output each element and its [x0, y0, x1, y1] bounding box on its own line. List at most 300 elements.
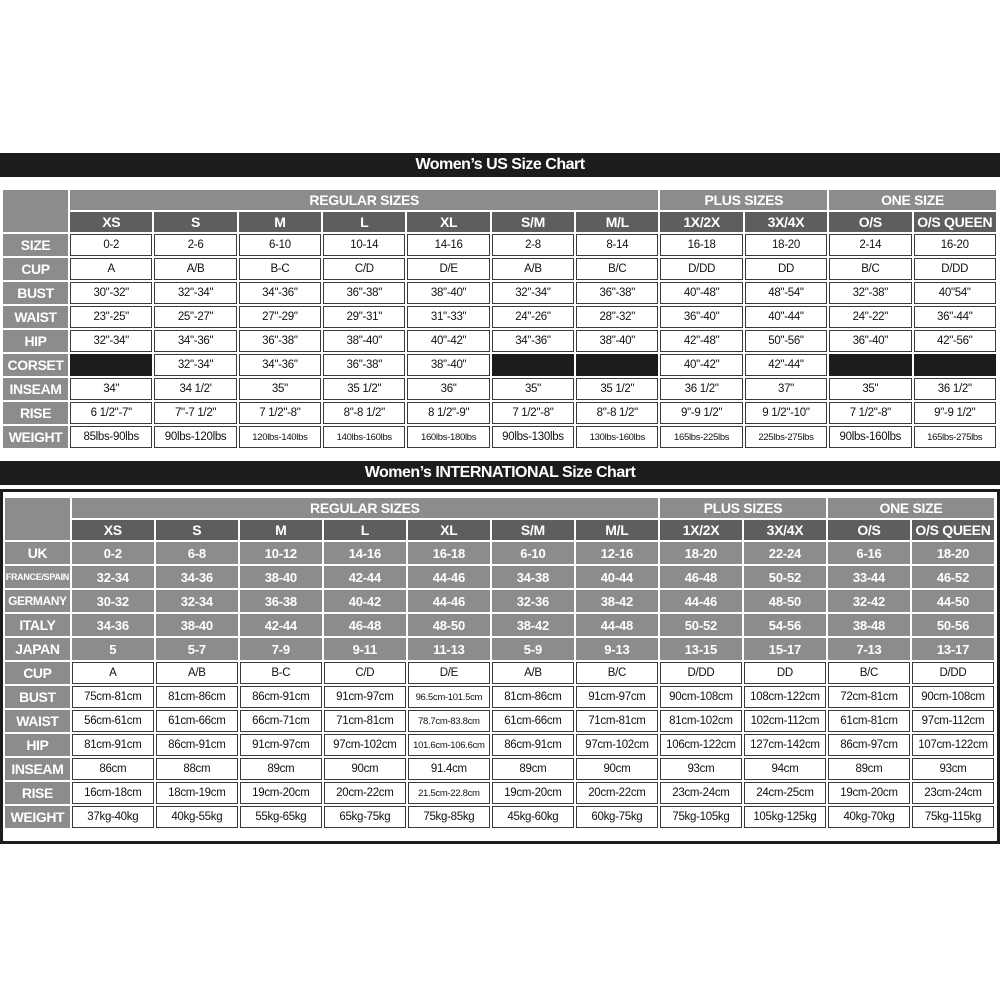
- row-inseam: [3, 378, 996, 400]
- cell-hip-m: 36"-38": [239, 330, 321, 352]
- cell-france-spain-l: 42-44: [324, 566, 406, 588]
- cell-corset-s: 32"-34": [154, 354, 236, 376]
- cell-inseam-m-l: 90cm: [576, 758, 658, 780]
- cell-italy-xs: 34-36: [72, 614, 154, 636]
- row-label-waist: WAIST: [3, 306, 68, 328]
- cell-hip-o-s: 36"-40": [829, 330, 911, 352]
- cell-bust-l: 91cm-97cm: [324, 686, 406, 708]
- cell-italy-s-m: 38-42: [492, 614, 574, 636]
- cell-japan-m: 7-9: [240, 638, 322, 660]
- cell-size-xl: 14-16: [407, 234, 489, 256]
- cell-germany-1x-2x: 44-46: [660, 590, 742, 612]
- cell-bust-o-s: 32"-38": [829, 282, 911, 304]
- cell-uk-o-s: 6-16: [828, 542, 910, 564]
- cell-weight-3x-4x: 225lbs-275lbs: [745, 426, 827, 448]
- group-header-row: [5, 498, 994, 518]
- cell-cup-l: C/D: [324, 662, 406, 684]
- row-label-germany: GERMANY: [5, 590, 70, 612]
- cell-rise-s: 18cm-19cm: [156, 782, 238, 804]
- group-header-row: [3, 190, 996, 210]
- cell-rise-3x-4x: 24cm-25cm: [744, 782, 826, 804]
- cell-inseam-m-l: 35 1/2": [576, 378, 658, 400]
- cell-size-1x-2x: 16-18: [660, 234, 742, 256]
- cell-size-m-l: 8-14: [576, 234, 658, 256]
- cell-bust-o-s-queen: 40"54": [914, 282, 997, 304]
- row-size: [3, 234, 996, 256]
- cell-weight-xs: 85lbs-90lbs: [70, 426, 152, 448]
- cell-cup-3x-4x: DD: [745, 258, 827, 280]
- row-uk: [5, 542, 994, 564]
- cell-hip-m-l: 97cm-102cm: [576, 734, 658, 756]
- cell-hip-xs: 81cm-91cm: [72, 734, 154, 756]
- group-header-plus-sizes: PLUS SIZES: [660, 190, 827, 210]
- row-label-rise: RISE: [5, 782, 70, 804]
- us-chart-title: Women’s US Size Chart: [0, 153, 1000, 177]
- cell-japan-o-s-queen: 13-17: [912, 638, 994, 660]
- cell-germany-m: 36-38: [240, 590, 322, 612]
- cell-inseam-o-s: 35": [829, 378, 911, 400]
- size-header-o-s-queen: O/S QUEEN: [914, 212, 997, 232]
- cell-germany-o-s: 32-42: [828, 590, 910, 612]
- cell-hip-o-s-queen: 42"-56": [914, 330, 997, 352]
- size-header-o-s-queen: O/S QUEEN: [912, 520, 994, 540]
- size-header-m: M: [240, 520, 322, 540]
- cell-bust-s-m: 81cm-86cm: [492, 686, 574, 708]
- cell-bust-s-m: 32"-34": [492, 282, 574, 304]
- cell-waist-3x-4x: 102cm-112cm: [744, 710, 826, 732]
- cell-italy-s: 38-40: [156, 614, 238, 636]
- row-label-weight: WEIGHT: [5, 806, 70, 828]
- cell-hip-l: 38"-40": [323, 330, 405, 352]
- cell-hip-o-s: 86cm-97cm: [828, 734, 910, 756]
- cell-japan-s-m: 5-9: [492, 638, 574, 660]
- cell-inseam-o-s-queen: 93cm: [912, 758, 994, 780]
- row-label-bust: BUST: [3, 282, 68, 304]
- cell-france-spain-s: 34-36: [156, 566, 238, 588]
- size-header-xl: XL: [408, 520, 490, 540]
- cell-cup-xs: A: [72, 662, 154, 684]
- size-header-row: [5, 520, 994, 540]
- cell-bust-s: 32"-34": [154, 282, 236, 304]
- cell-bust-1x-2x: 90cm-108cm: [660, 686, 742, 708]
- cell-rise-o-s-queen: 23cm-24cm: [912, 782, 994, 804]
- cell-germany-3x-4x: 48-50: [744, 590, 826, 612]
- cell-hip-o-s-queen: 107cm-122cm: [912, 734, 994, 756]
- us-size-table: [1, 188, 998, 450]
- row-label-bust: BUST: [5, 686, 70, 708]
- cell-hip-3x-4x: 127cm-142cm: [744, 734, 826, 756]
- size-header-xs: XS: [70, 212, 152, 232]
- cell-waist-s: 25"-27": [154, 306, 236, 328]
- cell-rise-o-s: 19cm-20cm: [828, 782, 910, 804]
- row-france-spain: [5, 566, 994, 588]
- cell-japan-3x-4x: 15-17: [744, 638, 826, 660]
- cell-uk-m: 10-12: [240, 542, 322, 564]
- size-header-s: S: [154, 212, 236, 232]
- cell-waist-s-m: 61cm-66cm: [492, 710, 574, 732]
- row-label-size: SIZE: [3, 234, 68, 256]
- cell-cup-o-s: B/C: [828, 662, 910, 684]
- cell-waist-3x-4x: 40"-44": [745, 306, 827, 328]
- cell-inseam-3x-4x: 37": [745, 378, 827, 400]
- cell-waist-m-l: 71cm-81cm: [576, 710, 658, 732]
- size-header-1x-2x: 1X/2X: [660, 212, 742, 232]
- cell-france-spain-m-l: 40-44: [576, 566, 658, 588]
- cell-rise-m-l: 8"-8 1/2": [576, 402, 658, 424]
- cell-uk-l: 14-16: [324, 542, 406, 564]
- cell-rise-3x-4x: 9 1/2"-10": [745, 402, 827, 424]
- cell-corset-3x-4x: 42"-44": [745, 354, 827, 376]
- cell-weight-m-l: 60kg-75kg: [576, 806, 658, 828]
- cell-uk-3x-4x: 22-24: [744, 542, 826, 564]
- cell-waist-l: 71cm-81cm: [324, 710, 406, 732]
- cell-corset-m: 34"-36": [239, 354, 321, 376]
- size-header-3x-4x: 3X/4X: [745, 212, 827, 232]
- cell-waist-m: 66cm-71cm: [240, 710, 322, 732]
- cell-hip-s-m: 34"-36": [492, 330, 574, 352]
- cell-inseam-s: 34 1/2': [154, 378, 236, 400]
- cell-inseam-1x-2x: 93cm: [660, 758, 742, 780]
- cell-bust-l: 36"-38": [323, 282, 405, 304]
- row-label-waist: WAIST: [5, 710, 70, 732]
- row-bust: [3, 282, 996, 304]
- cell-hip-m: 91cm-97cm: [240, 734, 322, 756]
- cell-inseam-m: 89cm: [240, 758, 322, 780]
- cell-inseam-o-s-queen: 36 1/2": [914, 378, 997, 400]
- cell-italy-1x-2x: 50-52: [660, 614, 742, 636]
- cell-inseam-xs: 86cm: [72, 758, 154, 780]
- cell-italy-m: 42-44: [240, 614, 322, 636]
- cell-germany-xl: 44-46: [408, 590, 490, 612]
- cell-france-spain-xs: 32-34: [72, 566, 154, 588]
- cell-corset-o-s-queen: [914, 354, 997, 376]
- cell-size-l: 10-14: [323, 234, 405, 256]
- size-header-s-m: S/M: [492, 212, 574, 232]
- cell-weight-3x-4x: 105kg-125kg: [744, 806, 826, 828]
- cell-bust-1x-2x: 40"-48": [660, 282, 742, 304]
- cell-corset-xs: [70, 354, 152, 376]
- size-header-m-l: M/L: [576, 212, 658, 232]
- cell-waist-xl: 31"-33": [407, 306, 489, 328]
- cell-cup-3x-4x: DD: [744, 662, 826, 684]
- cell-waist-xs: 56cm-61cm: [72, 710, 154, 732]
- cell-hip-xl: 40"-42": [407, 330, 489, 352]
- row-label-italy: ITALY: [5, 614, 70, 636]
- row-weight: [5, 806, 994, 828]
- cell-japan-m-l: 9-13: [576, 638, 658, 660]
- cell-germany-s-m: 32-36: [492, 590, 574, 612]
- row-label-cup: CUP: [3, 258, 68, 280]
- row-label-weight: WEIGHT: [3, 426, 68, 448]
- cell-waist-1x-2x: 81cm-102cm: [660, 710, 742, 732]
- cell-italy-o-s-queen: 50-56: [912, 614, 994, 636]
- cell-weight-m-l: 130lbs-160lbs: [576, 426, 658, 448]
- row-label-inseam: INSEAM: [5, 758, 70, 780]
- cell-waist-s-m: 24"-26": [492, 306, 574, 328]
- size-header-l: L: [324, 520, 406, 540]
- cell-germany-o-s-queen: 44-50: [912, 590, 994, 612]
- cell-rise-xl: 8 1/2"-9": [407, 402, 489, 424]
- cell-waist-s: 61cm-66cm: [156, 710, 238, 732]
- cell-rise-m: 19cm-20cm: [240, 782, 322, 804]
- cell-cup-l: C/D: [323, 258, 405, 280]
- cell-weight-l: 140lbs-160lbs: [323, 426, 405, 448]
- cell-bust-xl: 96.5cm-101.5cm: [408, 686, 490, 708]
- cell-bust-m-l: 91cm-97cm: [576, 686, 658, 708]
- cell-italy-m-l: 44-48: [576, 614, 658, 636]
- cell-cup-1x-2x: D/DD: [660, 662, 742, 684]
- size-header-l: L: [323, 212, 405, 232]
- row-label-france-spain: FRANCE/SPAIN: [5, 566, 70, 588]
- cell-japan-l: 9-11: [324, 638, 406, 660]
- cell-inseam-1x-2x: 36 1/2": [660, 378, 742, 400]
- cell-cup-1x-2x: D/DD: [660, 258, 742, 280]
- cell-cup-m-l: B/C: [576, 662, 658, 684]
- cell-japan-xs: 5: [72, 638, 154, 660]
- cell-rise-1x-2x: 23cm-24cm: [660, 782, 742, 804]
- row-hip: [5, 734, 994, 756]
- row-hip: [3, 330, 996, 352]
- cell-uk-1x-2x: 18-20: [660, 542, 742, 564]
- cell-bust-xl: 38"-40": [407, 282, 489, 304]
- cell-hip-1x-2x: 106cm-122cm: [660, 734, 742, 756]
- cell-bust-s: 81cm-86cm: [156, 686, 238, 708]
- cell-rise-l: 20cm-22cm: [324, 782, 406, 804]
- cell-france-spain-o-s-queen: 46-52: [912, 566, 994, 588]
- cell-japan-o-s: 7-13: [828, 638, 910, 660]
- cell-weight-xl: 160lbs-180lbs: [407, 426, 489, 448]
- size-header-xl: XL: [407, 212, 489, 232]
- cell-weight-o-s: 40kg-70kg: [828, 806, 910, 828]
- cell-weight-s-m: 45kg-60kg: [492, 806, 574, 828]
- cell-weight-1x-2x: 165lbs-225lbs: [660, 426, 742, 448]
- row-label-inseam: INSEAM: [3, 378, 68, 400]
- row-label-cup: CUP: [5, 662, 70, 684]
- cell-rise-s-m: 19cm-20cm: [492, 782, 574, 804]
- cell-weight-xl: 75kg-85kg: [408, 806, 490, 828]
- cell-cup-s-m: A/B: [492, 662, 574, 684]
- cell-germany-xs: 30-32: [72, 590, 154, 612]
- cell-bust-xs: 75cm-81cm: [72, 686, 154, 708]
- cell-weight-m: 120lbs-140lbs: [239, 426, 321, 448]
- row-waist: [5, 710, 994, 732]
- cell-italy-3x-4x: 54-56: [744, 614, 826, 636]
- cell-waist-o-s-queen: 36"-44": [914, 306, 997, 328]
- cell-japan-xl: 11-13: [408, 638, 490, 660]
- intl-chart-title: Women’s INTERNATIONAL Size Chart: [0, 461, 1000, 485]
- cell-germany-l: 40-42: [324, 590, 406, 612]
- row-cup: [5, 662, 994, 684]
- cell-size-s: 2-6: [154, 234, 236, 256]
- cell-uk-m-l: 12-16: [576, 542, 658, 564]
- size-header-1x-2x: 1X/2X: [660, 520, 742, 540]
- corner-cell: [5, 498, 70, 540]
- row-label-uk: UK: [5, 542, 70, 564]
- row-weight: [3, 426, 996, 448]
- cell-waist-1x-2x: 36"-40": [660, 306, 742, 328]
- cell-france-spain-s-m: 34-38: [492, 566, 574, 588]
- row-corset: [3, 354, 996, 376]
- cell-inseam-s-m: 89cm: [492, 758, 574, 780]
- cell-cup-s: A/B: [156, 662, 238, 684]
- cell-rise-m-l: 20cm-22cm: [576, 782, 658, 804]
- row-japan: [5, 638, 994, 660]
- cell-italy-o-s: 38-48: [828, 614, 910, 636]
- cell-rise-s-m: 7 1/2"-8": [492, 402, 574, 424]
- cell-corset-o-s: [829, 354, 911, 376]
- cell-rise-1x-2x: 9"-9 1/2": [660, 402, 742, 424]
- cell-uk-s-m: 6-10: [492, 542, 574, 564]
- cell-germany-s: 32-34: [156, 590, 238, 612]
- cell-inseam-s: 88cm: [156, 758, 238, 780]
- cell-france-spain-3x-4x: 50-52: [744, 566, 826, 588]
- cell-inseam-o-s: 89cm: [828, 758, 910, 780]
- cell-waist-l: 29"-31": [323, 306, 405, 328]
- cell-hip-xl: 101.6cm-106.6cm: [408, 734, 490, 756]
- cell-italy-xl: 48-50: [408, 614, 490, 636]
- row-germany: [5, 590, 994, 612]
- group-header-regular-sizes: REGULAR SIZES: [72, 498, 658, 518]
- cell-weight-s-m: 90lbs-130lbs: [492, 426, 574, 448]
- cell-france-spain-xl: 44-46: [408, 566, 490, 588]
- cell-corset-s-m: [492, 354, 574, 376]
- row-waist: [3, 306, 996, 328]
- cell-weight-o-s-queen: 165lbs-275lbs: [914, 426, 997, 448]
- size-header-row: [3, 212, 996, 232]
- cell-inseam-xl: 91.4cm: [408, 758, 490, 780]
- cell-inseam-xl: 36": [407, 378, 489, 400]
- row-bust: [5, 686, 994, 708]
- cell-weight-s: 90lbs-120lbs: [154, 426, 236, 448]
- cell-bust-xs: 30"-32": [70, 282, 152, 304]
- cell-waist-xs: 23"-25": [70, 306, 152, 328]
- cell-waist-m-l: 28"-32": [576, 306, 658, 328]
- cell-size-xs: 0-2: [70, 234, 152, 256]
- size-header-s-m: S/M: [492, 520, 574, 540]
- cell-waist-o-s: 24"-22": [829, 306, 911, 328]
- cell-hip-3x-4x: 50"-56": [745, 330, 827, 352]
- cell-rise-s: 7"-7 1/2": [154, 402, 236, 424]
- row-italy: [5, 614, 994, 636]
- cell-hip-s: 34"-36": [154, 330, 236, 352]
- cell-cup-xl: D/E: [408, 662, 490, 684]
- intl-size-table: [3, 496, 996, 830]
- cell-weight-1x-2x: 75kg-105kg: [660, 806, 742, 828]
- cell-bust-o-s-queen: 90cm-108cm: [912, 686, 994, 708]
- cell-corset-l: 36"-38": [323, 354, 405, 376]
- cell-cup-m-l: B/C: [576, 258, 658, 280]
- cell-inseam-3x-4x: 94cm: [744, 758, 826, 780]
- cell-bust-3x-4x: 48"-54": [745, 282, 827, 304]
- group-header-one-size: ONE SIZE: [829, 190, 996, 210]
- cell-bust-m: 34"-36": [239, 282, 321, 304]
- cell-uk-o-s-queen: 18-20: [912, 542, 994, 564]
- cell-uk-xl: 16-18: [408, 542, 490, 564]
- size-header-o-s: O/S: [829, 212, 911, 232]
- group-header-regular-sizes: REGULAR SIZES: [70, 190, 658, 210]
- cell-cup-s: A/B: [154, 258, 236, 280]
- cell-weight-o-s: 90lbs-160lbs: [829, 426, 911, 448]
- cell-cup-o-s-queen: D/DD: [914, 258, 997, 280]
- cell-rise-m: 7 1/2"-8": [239, 402, 321, 424]
- cell-hip-xs: 32"-34": [70, 330, 152, 352]
- group-header-plus-sizes: PLUS SIZES: [660, 498, 826, 518]
- cell-cup-m: B-C: [240, 662, 322, 684]
- row-label-japan: JAPAN: [5, 638, 70, 660]
- cell-size-s-m: 2-8: [492, 234, 574, 256]
- row-label-hip: HIP: [5, 734, 70, 756]
- cell-france-spain-1x-2x: 46-48: [660, 566, 742, 588]
- row-inseam: [5, 758, 994, 780]
- cell-hip-s-m: 86cm-91cm: [492, 734, 574, 756]
- size-header-o-s: O/S: [828, 520, 910, 540]
- cell-corset-1x-2x: 40"-42": [660, 354, 742, 376]
- row-rise: [5, 782, 994, 804]
- cell-bust-3x-4x: 108cm-122cm: [744, 686, 826, 708]
- cell-corset-xl: 38"-40": [407, 354, 489, 376]
- cell-cup-xl: D/E: [407, 258, 489, 280]
- cell-size-3x-4x: 18-20: [745, 234, 827, 256]
- cell-hip-m-l: 38"-40": [576, 330, 658, 352]
- cell-france-spain-m: 38-40: [240, 566, 322, 588]
- cell-waist-o-s-queen: 97cm-112cm: [912, 710, 994, 732]
- cell-rise-xs: 16cm-18cm: [72, 782, 154, 804]
- cell-waist-o-s: 61cm-81cm: [828, 710, 910, 732]
- cell-corset-m-l: [576, 354, 658, 376]
- size-header-m: M: [239, 212, 321, 232]
- cell-bust-m-l: 36"-38": [576, 282, 658, 304]
- cell-weight-o-s-queen: 75kg-115kg: [912, 806, 994, 828]
- cell-inseam-l: 90cm: [324, 758, 406, 780]
- cell-waist-xl: 78.7cm-83.8cm: [408, 710, 490, 732]
- cell-cup-o-s: B/C: [829, 258, 911, 280]
- cell-inseam-xs: 34": [70, 378, 152, 400]
- cell-size-o-s-queen: 16-20: [914, 234, 997, 256]
- size-header-3x-4x: 3X/4X: [744, 520, 826, 540]
- cell-germany-m-l: 38-42: [576, 590, 658, 612]
- row-label-hip: HIP: [3, 330, 68, 352]
- cell-italy-l: 46-48: [324, 614, 406, 636]
- cell-weight-xs: 37kg-40kg: [72, 806, 154, 828]
- group-header-one-size: ONE SIZE: [828, 498, 994, 518]
- cell-inseam-s-m: 35": [492, 378, 574, 400]
- cell-weight-m: 55kg-65kg: [240, 806, 322, 828]
- cell-size-m: 6-10: [239, 234, 321, 256]
- cell-hip-1x-2x: 42"-48": [660, 330, 742, 352]
- size-header-s: S: [156, 520, 238, 540]
- cell-france-spain-o-s: 33-44: [828, 566, 910, 588]
- cell-cup-s-m: A/B: [492, 258, 574, 280]
- cell-weight-l: 65kg-75kg: [324, 806, 406, 828]
- row-label-corset: CORSET: [3, 354, 68, 376]
- row-label-rise: RISE: [3, 402, 68, 424]
- cell-size-o-s: 2-14: [829, 234, 911, 256]
- row-cup: [3, 258, 996, 280]
- cell-rise-xs: 6 1/2"-7": [70, 402, 152, 424]
- cell-waist-m: 27"-29": [239, 306, 321, 328]
- cell-japan-s: 5-7: [156, 638, 238, 660]
- cell-hip-l: 97cm-102cm: [324, 734, 406, 756]
- cell-inseam-l: 35 1/2": [323, 378, 405, 400]
- cell-uk-xs: 0-2: [72, 542, 154, 564]
- cell-cup-o-s-queen: D/DD: [912, 662, 994, 684]
- cell-cup-m: B-C: [239, 258, 321, 280]
- size-header-m-l: M/L: [576, 520, 658, 540]
- cell-japan-1x-2x: 13-15: [660, 638, 742, 660]
- cell-hip-s: 86cm-91cm: [156, 734, 238, 756]
- cell-rise-xl: 21.5cm-22.8cm: [408, 782, 490, 804]
- cell-bust-m: 86cm-91cm: [240, 686, 322, 708]
